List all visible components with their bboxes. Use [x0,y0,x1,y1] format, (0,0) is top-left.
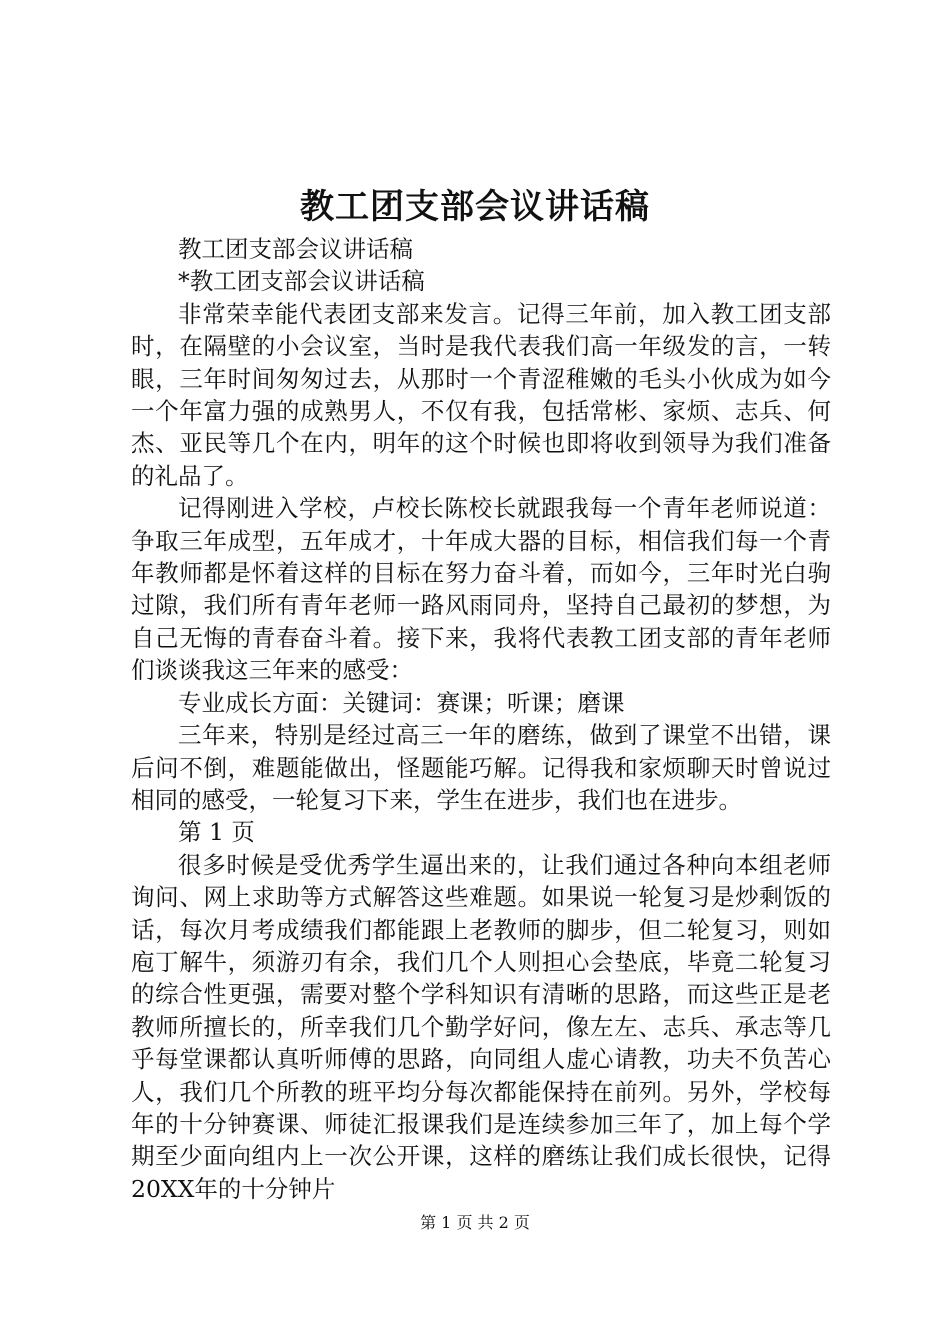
paragraph: 很多时候是受优秀学生逼出来的，让我们通过各种向本组老师询问、网上求助等方式解答这些难题。如果说一轮复习是炒剩饭的话，每次月考成绩我们都能跟上老教师的脚步，但二轮复习，则如庖丁解牛，须游刃有余，我们几个人则担心会垫底，毕竟二轮复习的综合性更强，需要对整个学科知识有清晰的思路，而这些正是老教师所擅长的，所幸我们几个勤学好问，像左左、志兵、承志等几乎每堂课都认真听师傅的思路，向同组人虚心请教，功夫不负苦心人，我们几个所教的班平均分每次都能保持在前列。另外，学校每年的十分钟赛课、师徒汇报课我们是连续参加三年了，加上每个学期至少面向组内上一次公开课，这样的磨练让我们成长很快，记得20XX年的十分钟片 [131,850,831,1203]
document-body [131,233,831,1205]
paragraph: 教工团支部会议讲话稿 [178,235,413,263]
page-footer: 第 1 页 共 2 页 [420,1213,530,1232]
document-title: 教工团支部会议讲话稿 [300,187,650,227]
paragraph: 三年来，特别是经过高三一年的磨练，做到了课堂不出错，课后问不倒，难题能做出，怪题能巧解。记得我和家烦聊天时曾说过相同的感受，一轮复习下来，学生在进步，我们也在进步。 [131,721,831,814]
paragraph: 专业成长方面：关键词：赛课；听课；磨课 [178,688,625,717]
paragraph: *教工团支部会议讲话稿 [178,267,425,296]
inline-page-marker: 第 1 页 [178,818,255,847]
paragraph: 非常荣幸能代表团支部来发言。记得三年前，加入教工团支部时，在隔壁的小会议室，当时是我代表我们高一年级发的言，一转眼，三年时间匆匆过去，从那时一个青涩稚嫩的毛头小伙成为如今一个年富力强的成熟男人，不仅有我，包括常彬、家烦、志兵、何杰、亚民等几个在内，明年的这个时候也即将收到领导为我们准备的礼品了。 [131,299,831,490]
paragraph: 记得刚进入学校，卢校长陈校长就跟我每一个青年老师说道：争取三年成型，五年成才，十年成大器的目标，相信我们每一个青年教师都是怀着这样的目标在努力奋斗着，而如今，三年时光白驹过隙，我们所有青年老师一路风雨同舟，坚持自己最初的梦想，为自己无悔的青春奋斗着。接下来，我将代表教工团支部的青年老师们谈谈我这三年来的感受： [131,494,831,685]
